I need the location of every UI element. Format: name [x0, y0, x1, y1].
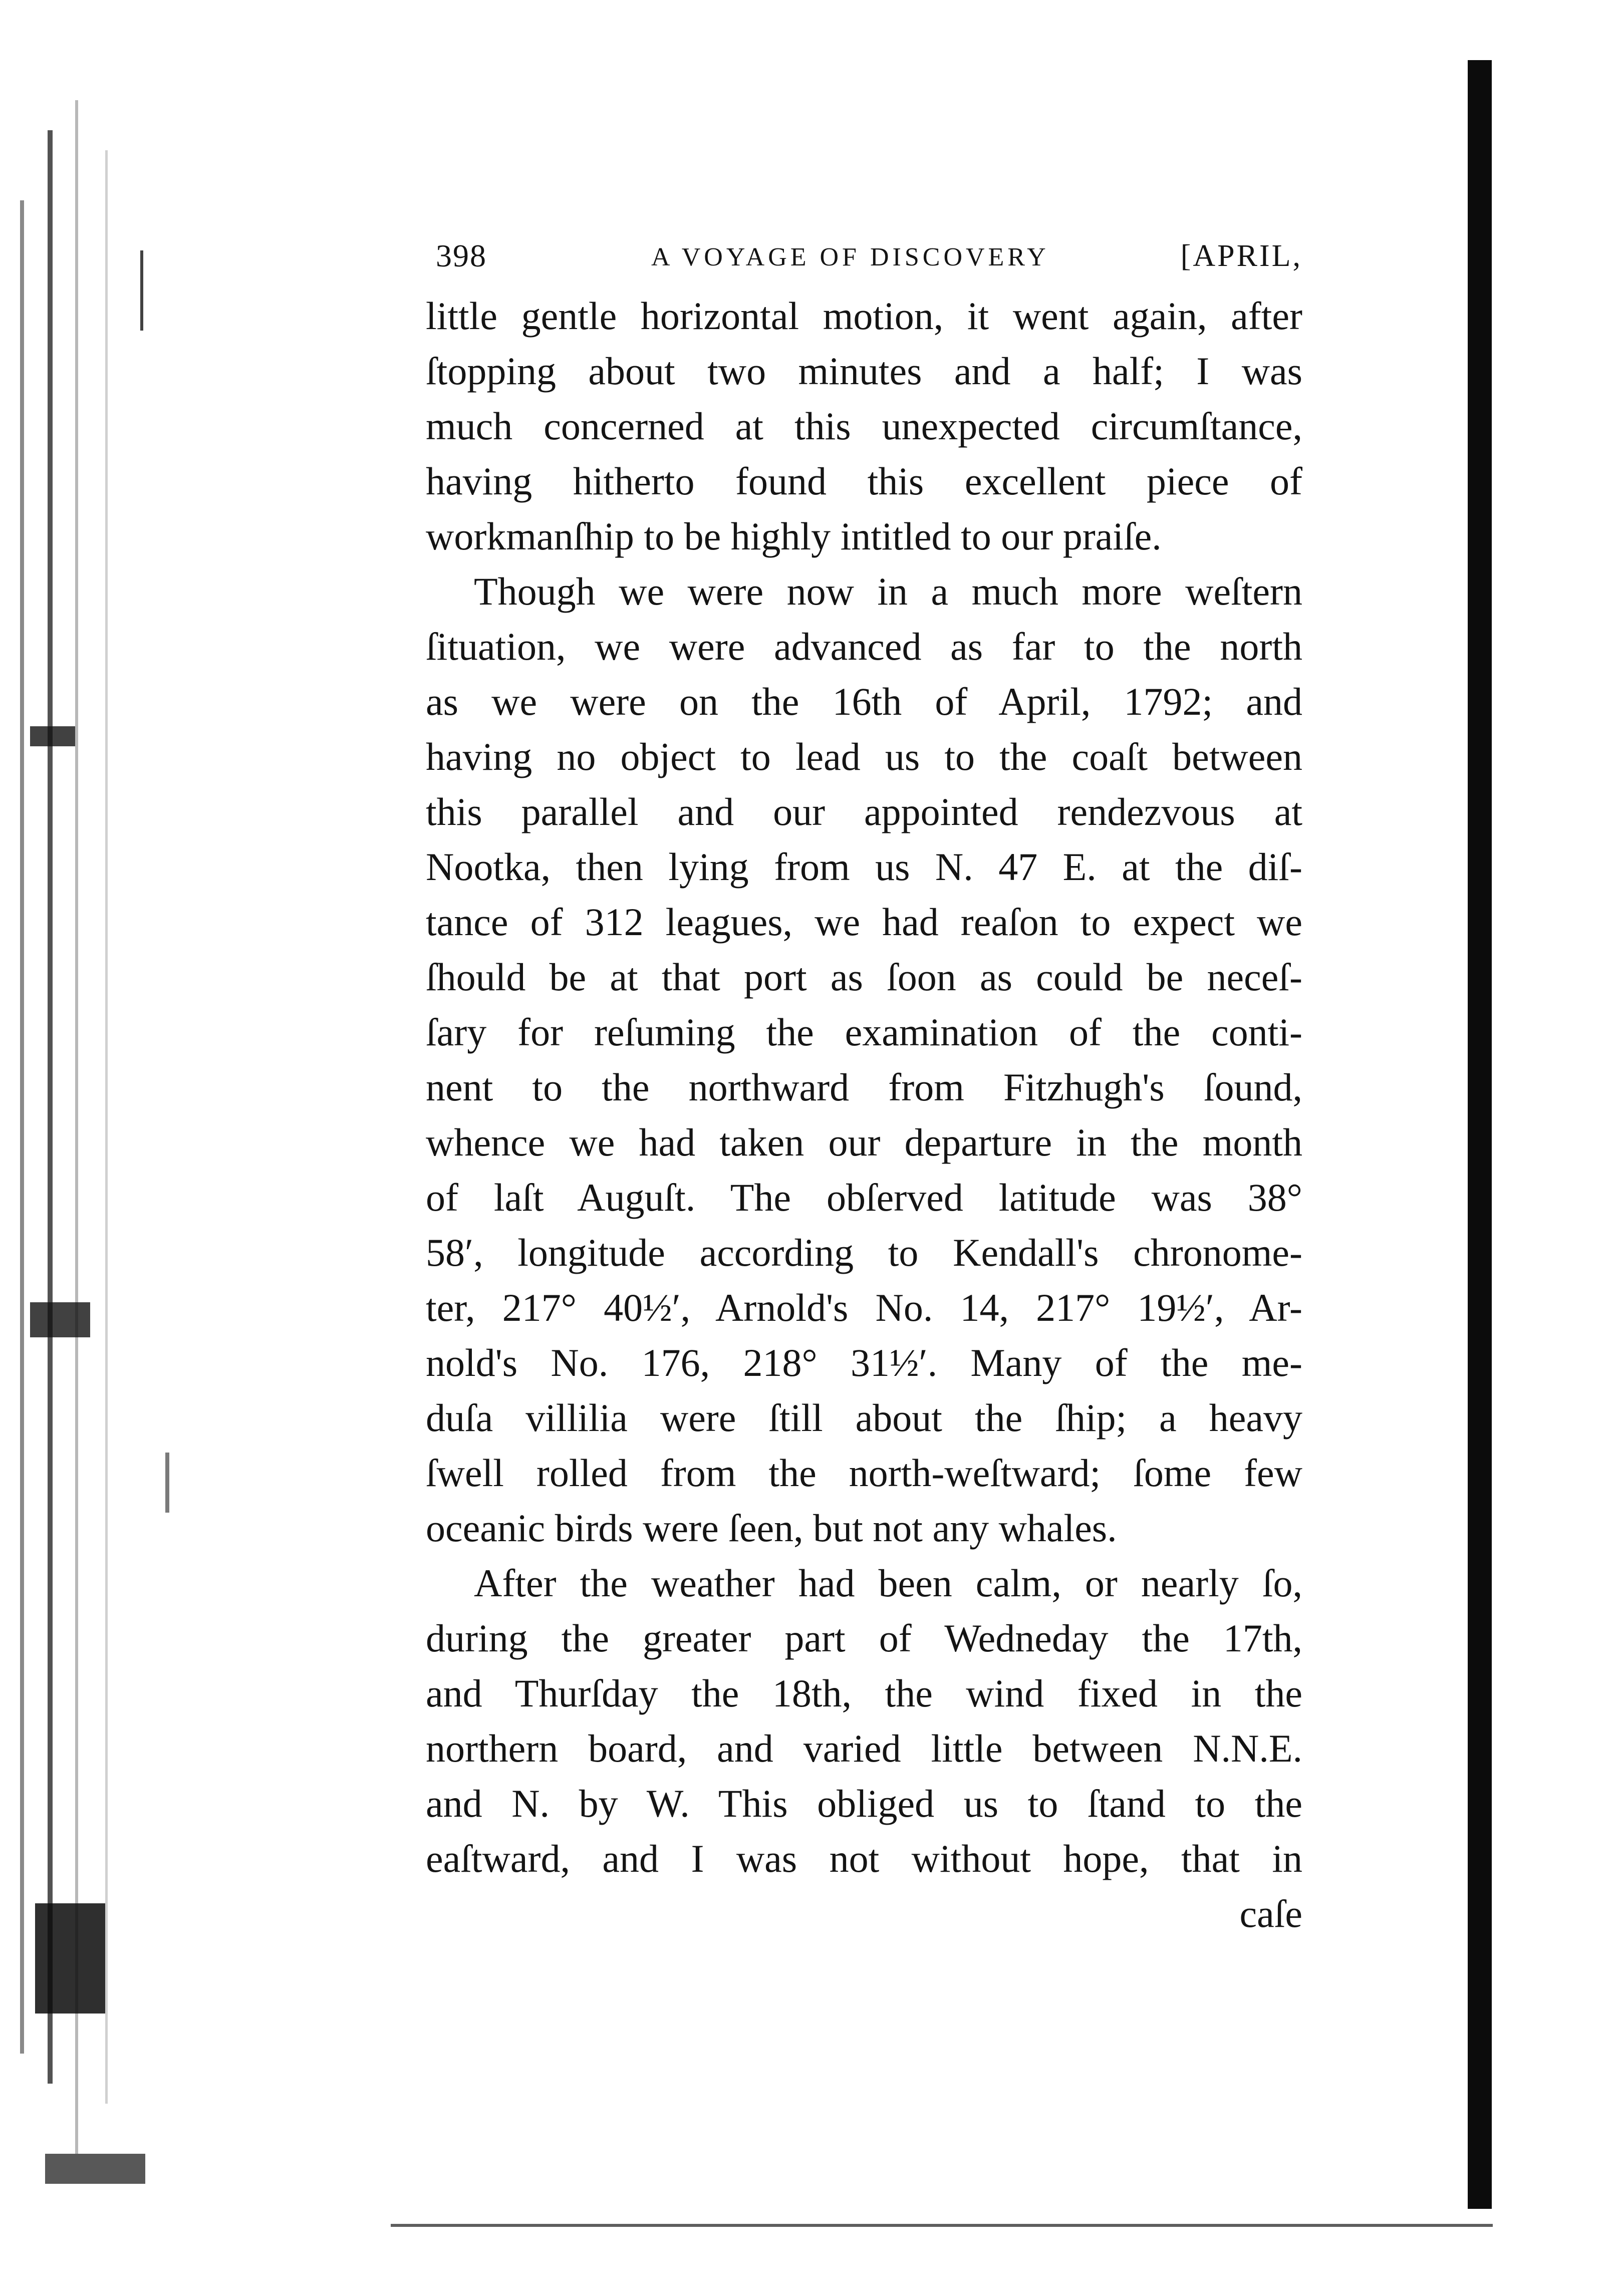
text-line: workmanſhip to be highly intitled to our praiſe.: [426, 514, 1162, 558]
text-line: during the greater part of Wedneday the 17th,: [426, 1616, 1302, 1660]
text-line: as we were on the 16th of April, 1792; and: [426, 680, 1302, 723]
scanned-bottom-edge: [391, 2222, 1493, 2229]
text-line: ſtopping about two minutes and a half; I was: [426, 349, 1302, 393]
running-title: A VOYAGE OF DISCOVERY: [651, 243, 1049, 271]
text-line: northern board, and varied little between N.N.E.: [426, 1727, 1302, 1770]
text-line: ſary for reſuming the examination of the conti-: [426, 1010, 1302, 1054]
text-line: nent to the northward from Fitzhugh's ſound,: [426, 1065, 1302, 1109]
text-line: little gentle horizontal motion, it went again, after: [426, 294, 1302, 338]
text-line: ſhould be at that port as ſoon as could be neceſ-: [426, 955, 1302, 999]
text-line: duſa villilia were ſtill about the ſhip; a heavy: [426, 1396, 1302, 1440]
text-line: Though we were now in a much more weſtern: [474, 569, 1302, 613]
scanned-binding-edge: [0, 0, 240, 2296]
text-line: oceanic birds were ſeen, but not any whales.: [426, 1506, 1117, 1550]
text-line: ſituation, we were advanced as far to the north: [426, 625, 1302, 668]
catchword: caſe: [1239, 1892, 1302, 1935]
text-line: of laſt Auguſt. The obſerved latitude was 38°: [426, 1176, 1302, 1219]
text-line: whence we had taken our departure in the month: [426, 1120, 1302, 1164]
text-line: After the weather had been calm, or nearly ſo,: [474, 1561, 1302, 1605]
text-line: ter, 217° 40½′, Arnold's No. 14, 217° 19½′, Ar-: [426, 1286, 1302, 1329]
text-line: nold's No. 176, 218° 31½′. Many of the me-: [426, 1341, 1302, 1384]
page-number: 398: [436, 238, 487, 273]
text-line: this parallel and our appointed rendezvous at: [426, 790, 1302, 833]
page-right-edge: [1468, 60, 1492, 2209]
text-line: 58′, longitude according to Kendall's chronome-: [426, 1231, 1302, 1274]
text-line: much concerned at this unexpected circumſtance,: [426, 404, 1302, 448]
running-month: [APRIL,: [1180, 239, 1302, 273]
text-line: and Thurſday the 18th, the wind fixed in the: [426, 1671, 1302, 1715]
running-head: [436, 231, 1302, 276]
text-line: eaſtward, and I was not without hope, that in: [426, 1837, 1302, 1880]
body-text: [426, 289, 1302, 1941]
text-line: having no object to lead us to the coaſt between: [426, 735, 1302, 778]
text-line: tance of 312 leagues, we had reaſon to expect we: [426, 900, 1302, 944]
text-line: Nootka, then lying from us N. 47 E. at the diſ-: [426, 845, 1302, 889]
text-line: ſwell rolled from the north-weſtward; ſome few: [426, 1451, 1302, 1495]
text-line: and N. by W. This obliged us to ſtand to the: [426, 1782, 1302, 1825]
text-line: having hitherto found this excellent piece of: [426, 459, 1302, 503]
